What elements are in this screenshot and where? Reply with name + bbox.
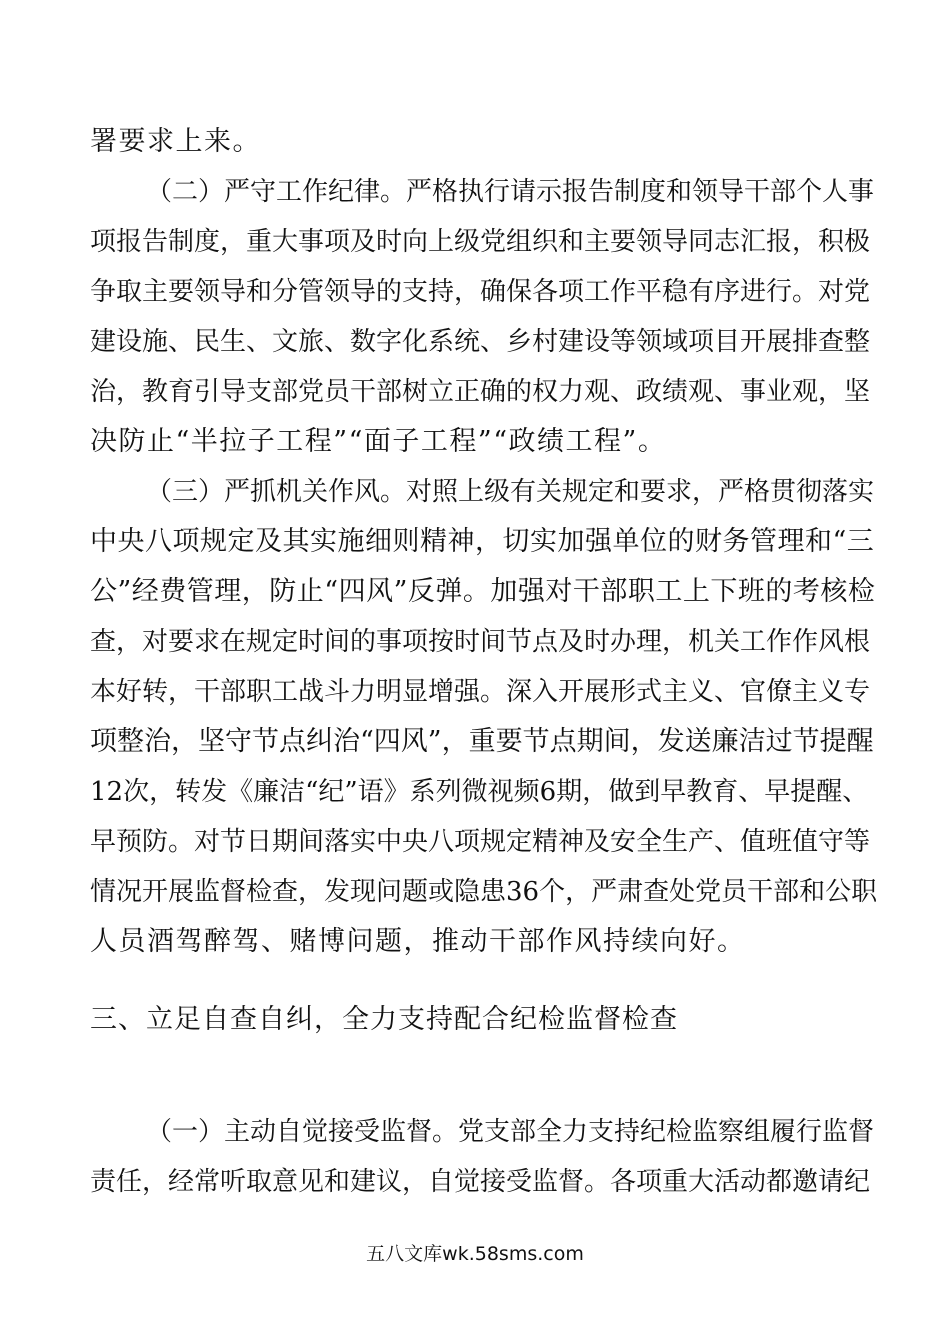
paragraph-line: （三）严抓机关作风。对照上级有关规定和要求，严格贯彻落实 <box>146 477 875 507</box>
paragraph-line: 12次，转发《廉洁“纪”语》系列微视频6期，做到早教育、早提醒、 <box>90 777 869 807</box>
paragraph-line: （一）主动自觉接受监督。党支部全力支持纪检监察组履行监督 <box>146 1117 875 1147</box>
paragraph-line: 早预防。对节日期间落实中央八项规定精神及安全生产、值班值守等 <box>90 827 871 857</box>
paragraph-line: 查，对要求在规定时间的事项按时间节点及时办理，机关工作作风根 <box>90 627 871 657</box>
paragraph-line: 情况开展监督检查，发现问题或隐患36个，严肃查处党员干部和公职 <box>90 877 878 907</box>
paragraph-line: （二）严守工作纪律。严格执行请示报告制度和领导干部个人事 <box>146 177 875 207</box>
paragraph-line: 署要求上来。 <box>90 126 261 157</box>
paragraph-line: 建设施、民生、文旅、数字化系统、乡村建设等领域项目开展排查整 <box>90 327 871 357</box>
paragraph-line: 责任，经常听取意见和建议，自觉接受监督。各项重大活动都邀请纪 <box>90 1167 871 1197</box>
paragraph-line: 中央八项规定及其实施细则精神，切实加强单位的财务管理和“三 <box>90 526 875 557</box>
paragraph-line: 公”经费管理，防止“四风”反弹。加强对干部职工上下班的考核检 <box>90 576 876 607</box>
paragraph-line: 争取主要领导和分管领导的支持，确保各项工作平稳有序进行。对党 <box>90 277 871 307</box>
paragraph-line: 人员酒驾醉驾、赌博问题，推动干部作风持续向好。 <box>90 926 746 957</box>
paragraph-line: 治，教育引导支部党员干部树立正确的权力观、政绩观、事业观，坚 <box>90 377 871 407</box>
paragraph-line: 本好转，干部职工战斗力明显增强。深入开展形式主义、官僚主义专 <box>90 677 871 707</box>
paragraph-line: 项整治，坚守节点纠治“四风”，重要节点期间，发送廉洁过节提醒 <box>90 726 874 757</box>
paragraph-line: 决防止“半拉子工程”“面子工程”“政绩工程”。 <box>90 426 667 457</box>
paragraph-line: 项报告制度，重大事项及时向上级党组织和主要领导同志汇报，积极 <box>90 227 871 257</box>
section-heading: 三、立足自查自纠，全力支持配合纪检监督检查 <box>90 1004 678 1035</box>
footer-watermark: 五八文库wk.58sms.com <box>366 1243 584 1265</box>
